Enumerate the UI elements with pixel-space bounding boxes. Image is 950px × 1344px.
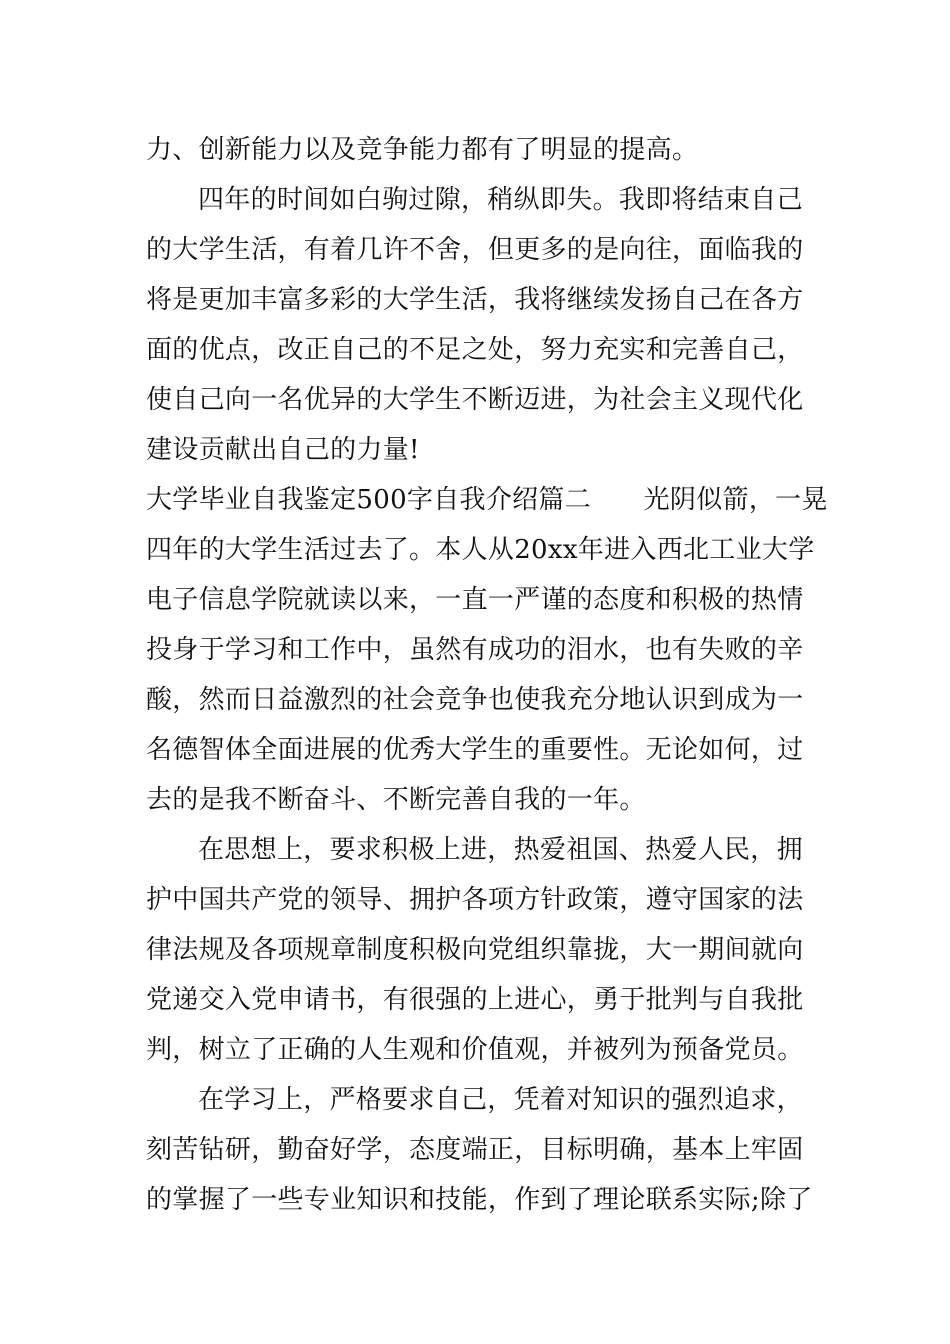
text-line: 名德智体全面进展的优秀大学生的重要性。无论如何，过: [146, 735, 804, 765]
text-line: 将是更加丰富多彩的大学生活，我将继续发扬自己在各方: [146, 285, 804, 315]
section-heading-line: 大学毕业自我鉴定500字自我介绍篇二 光阴似箭，一晃: [146, 485, 828, 515]
text-line: 的掌握了一些专业知识和技能，作到了理论联系实际;除了: [146, 1185, 813, 1215]
text-line: 护中国共产党的领导、拥护各项方针政策，遵守国家的法: [146, 885, 804, 915]
text-line: 力、创新能力以及竞争能力都有了明显的提高。: [146, 135, 699, 165]
text-line: 四年的时间如白驹过隙，稍纵即失。我即将结束自己: [198, 185, 803, 215]
text-line: 面的优点，改正自己的不足之处，努力充实和完善自己，: [146, 335, 804, 365]
text-line: 判，树立了正确的人生观和价值观，并被列为预备党员。: [146, 1035, 804, 1065]
text-line: 在学习上，严格要求自己，凭着对知识的强烈追求，: [198, 1085, 803, 1115]
text-line: 建设贡献出自己的力量!: [146, 435, 420, 465]
text-line: 刻苦钻研，勤奋好学，态度端正，目标明确，基本上牢固: [146, 1135, 804, 1165]
text-line: 使自己向一名优异的大学生不断迈进，为社会主义现代化: [146, 385, 804, 415]
text-line: 四年的大学生活过去了。本人从20xx年进入西北工业大学: [146, 535, 815, 565]
text-line: 去的是我不断奋斗、不断完善自我的一年。: [146, 785, 646, 815]
text-line: 酸，然而日益激烈的社会竞争也使我充分地认识到成为一: [146, 685, 804, 715]
text-line: 投身于学习和工作中，虽然有成功的泪水，也有失败的辛: [146, 635, 804, 665]
text-line: 电子信息学院就读以来，一直一严谨的态度和积极的热情: [146, 585, 804, 615]
text-line: 在思想上，要求积极上进，热爱祖国、热爱人民，拥: [198, 835, 803, 865]
text-line: 律法规及各项规章制度积极向党组织靠拢，大一期间就向: [146, 935, 804, 965]
text-line: 的大学生活，有着几许不舍，但更多的是向往，面临我的: [146, 235, 804, 265]
text-line: 党递交入党申请书，有很强的上进心，勇于批判与自我批: [146, 985, 804, 1015]
